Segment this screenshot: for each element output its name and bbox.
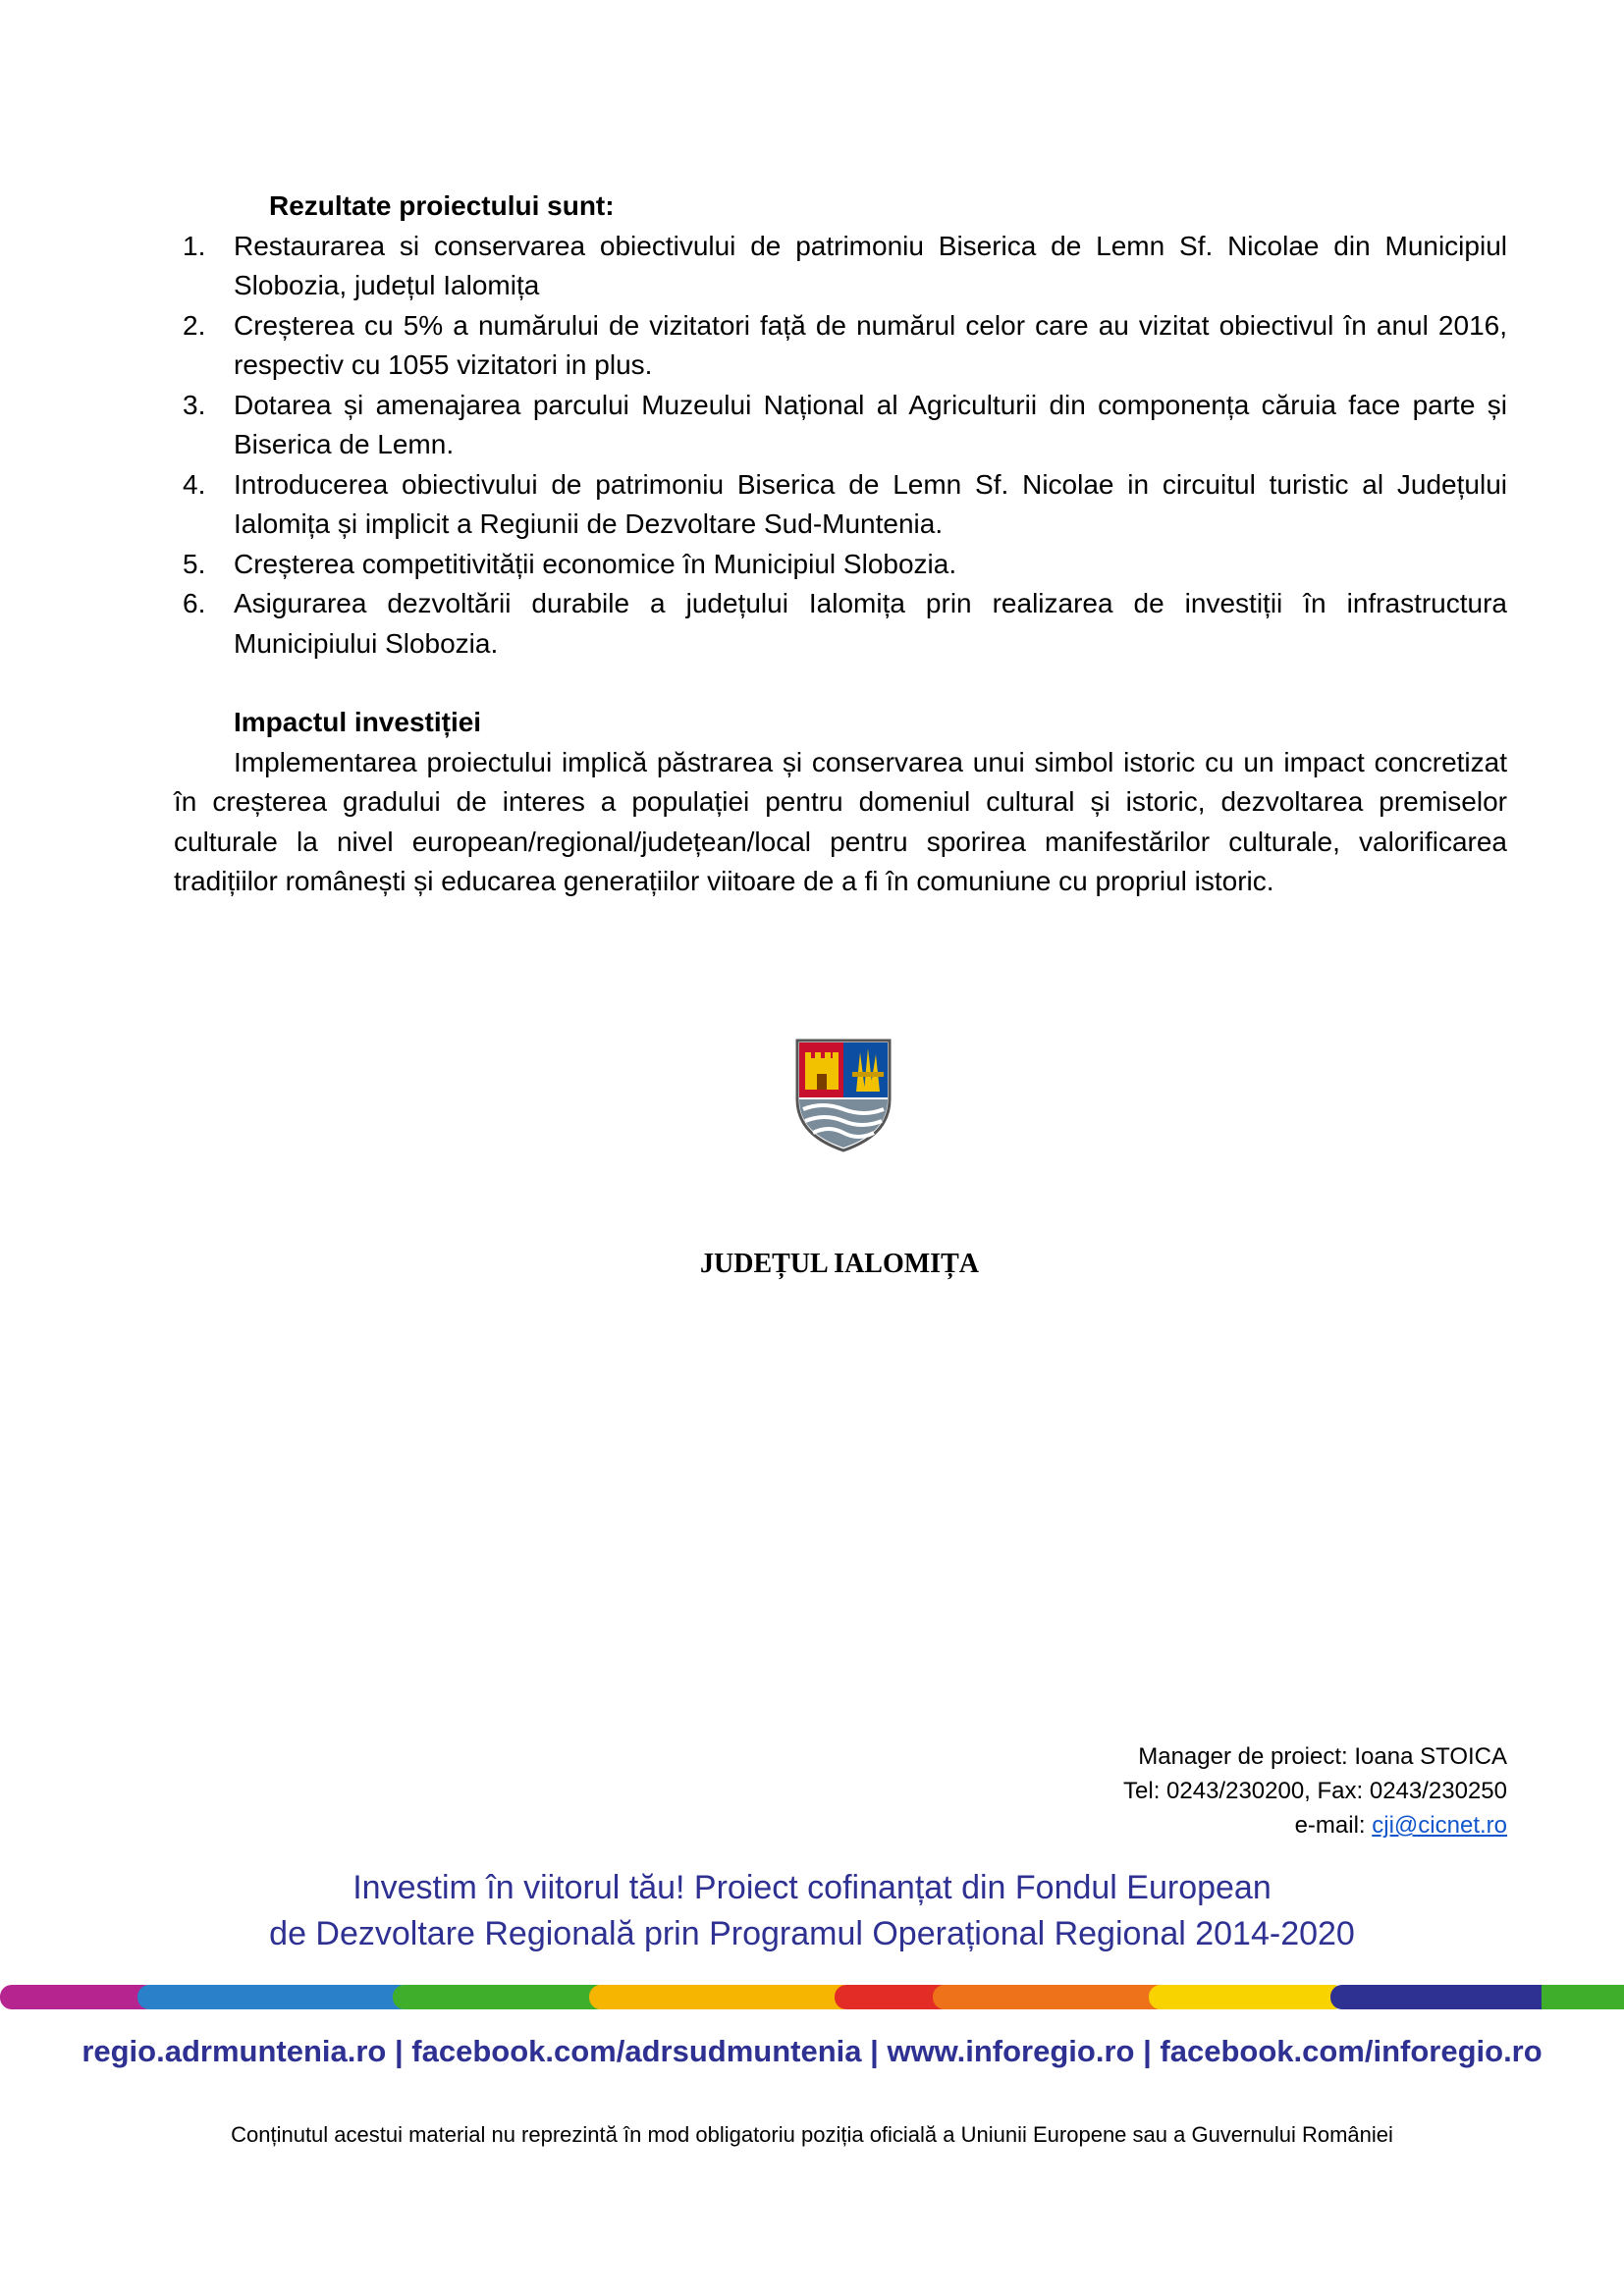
email-label: e-mail: [1294,1812,1373,1839]
list-item-number: 2. [183,309,206,341]
list-item-text: Dotarea și amenajarea parcului Muzeului Național al Agriculturii din componența căruia face parte și Biserica de Lemn. [234,389,1507,459]
document-body [174,187,1507,902]
funding-slogan [0,1865,1624,1957]
list-item-text: Asigurarea dezvoltării durabile a județului Ialomița prin realizarea de investiții în infrastructura Municipiului Slobozia. [234,588,1507,659]
list-item-number: 3. [183,389,206,420]
email-link[interactable]: cji@cicnet.ro [1372,1812,1507,1839]
link-facebook-adr[interactable]: facebook.com/adrsudmuntenia [411,2034,862,2068]
stripe-segment [393,1985,609,2009]
link-separator: | [394,2034,404,2068]
contact-block [1123,1739,1507,1842]
stripe-segment [1542,1985,1624,2009]
email-line [1123,1808,1507,1842]
county-coat-of-arms-icon [795,1039,892,1152]
stripe-segment [933,1985,1168,2009]
slogan-line-1: Investim în viitorul tău! Proiect cofinanțat din Fondul European [352,1869,1272,1906]
list-item [174,465,1507,545]
list-item-number: 1. [183,230,206,261]
phone-fax: Tel: 0243/230200, Fax: 0243/230250 [1123,1778,1507,1804]
list-item [174,584,1507,664]
project-manager: Manager de proiect: Ioana STOICA [1138,1743,1507,1770]
stripe-segment [0,1985,157,2009]
impact-heading: Impactul investiției [234,707,482,737]
results-list [174,227,1507,665]
disclaimer: Conținutul acestui material nu reprezintă în mod obligatoriu poziția oficială a Uniunii Europene sau a Guvernului României [231,2122,1393,2147]
list-item [174,306,1507,386]
list-item [174,545,1507,585]
list-item [174,227,1507,306]
link-separator: | [1143,2034,1152,2068]
list-item-text: Creșterea cu 5% a numărului de vizitatori față de numărul celor care au vizitat obiectivul în anul 2016, respectiv cu 1055 vizitatori in plus. [234,309,1507,380]
color-stripe [0,1985,1624,2009]
results-heading: Rezultate proiectului sunt: [269,190,615,221]
impact-paragraph: Implementarea proiectului implică păstrarea și conservarea unui simbol istoric cu un impact concretizat în creșterea gradului de interes a populației pentru domeniul cultural și istoric, dezvoltarea premiselor culturale la nivel european/regional/județean/local pentru sporirea manifestărilor culturale, valorificarea tradițiilor românești și educarea generațiilor viitoare de a fi în comuniune cu propriul istoric. [174,746,1507,896]
list-item [174,386,1507,465]
list-item-number: 4. [183,468,206,500]
list-item-text: Creșterea competitivității economice în Municipiul Slobozia. [234,548,957,579]
list-item-number: 6. [183,588,206,618]
list-item-text: Introducerea obiectivului de patrimoniu Biserica de Lemn Sf. Nicolae in circuitul turistic al Județului Ialomița și implicit a Regiunii de Dezvoltare Sud-Muntenia. [234,468,1507,539]
link-separator: | [870,2034,879,2068]
link-facebook-inforegio[interactable]: facebook.com/inforegio.ro [1160,2034,1543,2068]
stripe-segment [1330,1985,1556,2009]
stripe-segment [1149,1985,1345,2009]
stripe-segment [589,1985,854,2009]
slogan-line-2: de Dezvoltare Regională prin Programul Operațional Regional 2014-2020 [269,1915,1355,1952]
county-name: JUDEȚUL IALOMIȚA [700,1249,979,1279]
list-item-text: Restaurarea si conservarea obiectivului de patrimoniu Biserica de Lemn Sf. Nicolae din Municipiul Slobozia, județul Ialomița [234,230,1507,300]
link-regio[interactable]: regio.adrmuntenia.ro [81,2034,387,2068]
list-item-number: 5. [183,548,206,579]
stripe-segment [137,1985,412,2009]
link-inforegio[interactable]: www.inforegio.ro [887,2034,1135,2068]
footer-links [0,2032,1624,2071]
